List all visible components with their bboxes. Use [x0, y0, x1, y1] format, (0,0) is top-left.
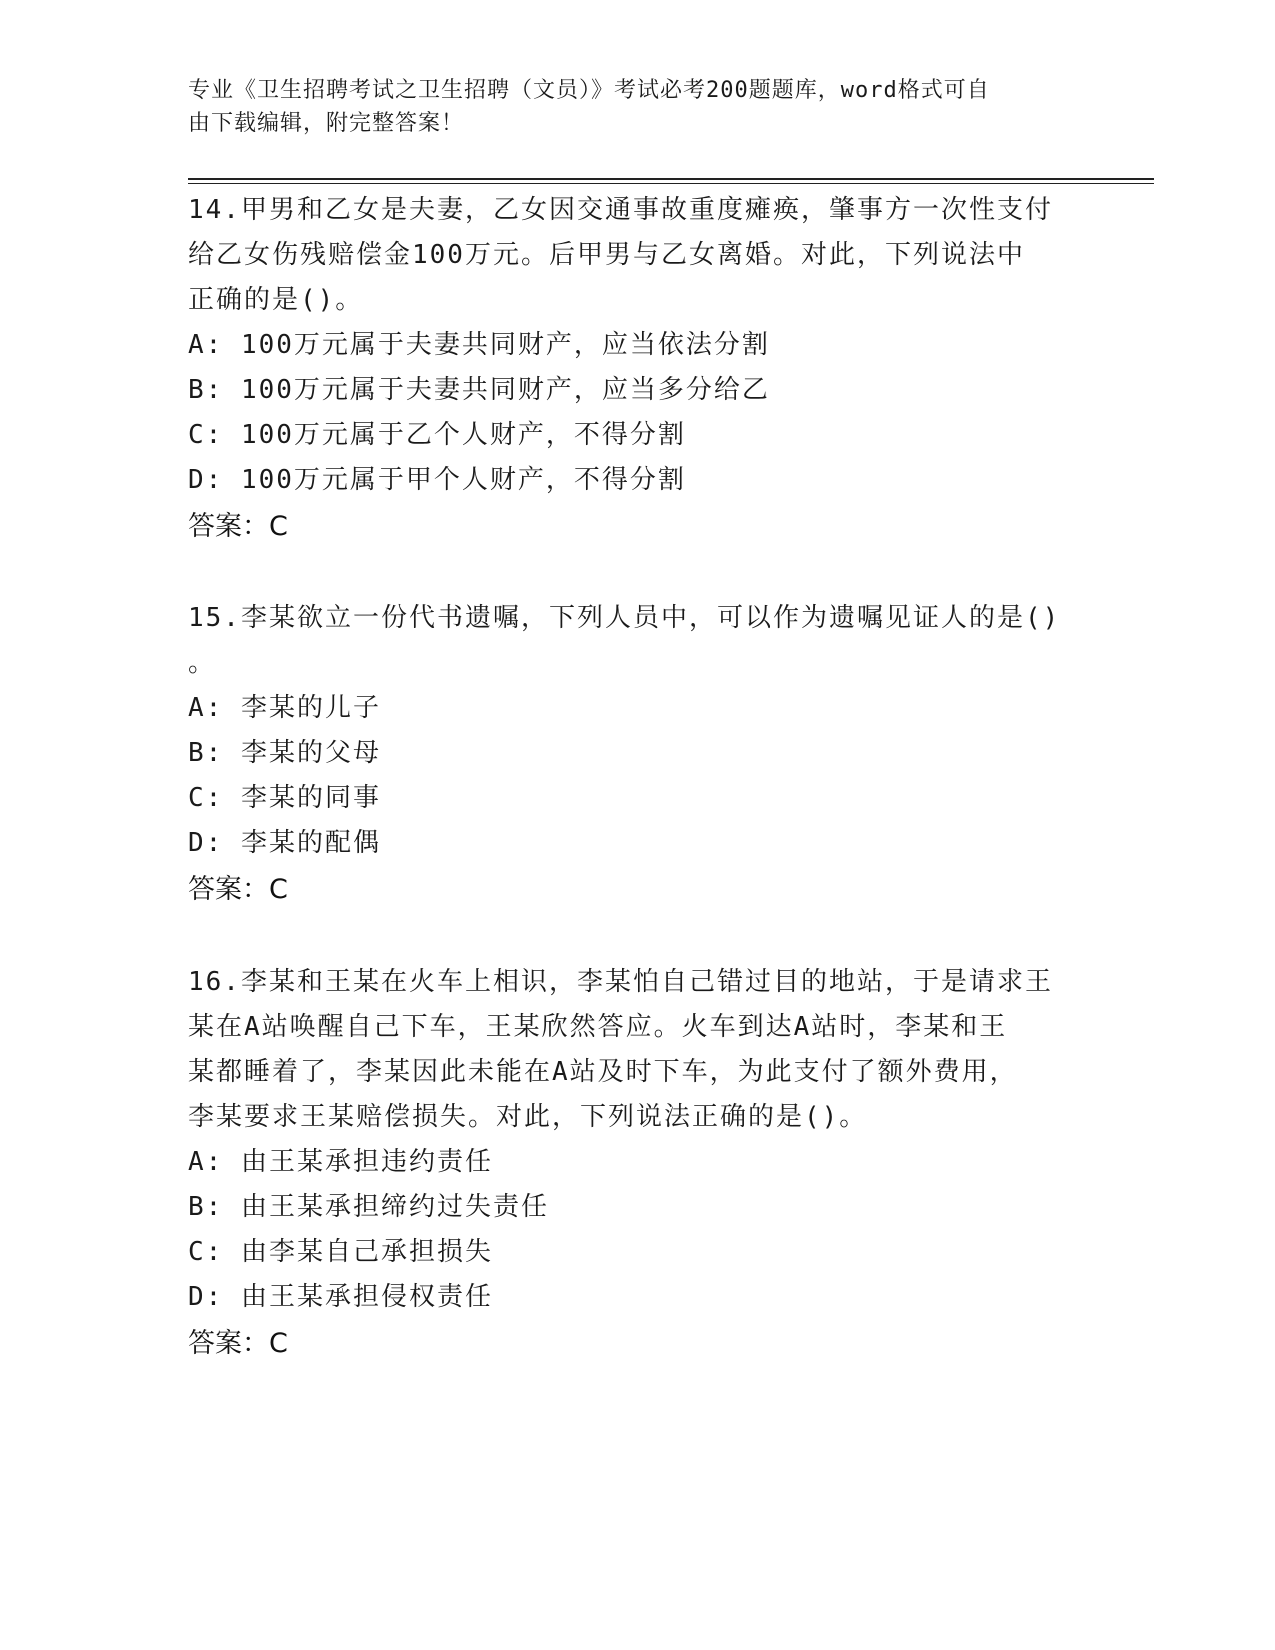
header-divider-thin: [188, 183, 1154, 184]
question-stem: [188, 188, 1068, 323]
question-16: [188, 960, 1068, 1366]
option-d: D: 由王某承担侵权责任: [188, 1282, 493, 1312]
option-c: C: 李某的同事: [188, 783, 381, 813]
option-b: B: 由王某承担缔约过失责任: [188, 1192, 549, 1222]
header-line-2: 由下载编辑，附完整答案！: [188, 111, 465, 136]
stem-line: 某在A站唤醒自己下车，王某欣然答应。火车到达A站时，李某和王: [188, 1012, 1008, 1042]
header-divider-thick: [188, 178, 1154, 180]
answer-label: 答案：C: [188, 511, 288, 542]
stem-line: 正确的是()。: [188, 285, 364, 315]
stem-line: 15.李某欲立一份代书遗嘱，下列人员中，可以作为遗嘱见证人的是(): [188, 603, 1061, 633]
option-b: B: 100万元属于夫妻共同财产，应当多分给乙: [188, 375, 770, 405]
stem-line: 某都睡着了，李某因此未能在A站及时下车，为此支付了额外费用，: [188, 1057, 1018, 1087]
header-line-1: 专业《卫生招聘考试之卫生招聘（文员）》考试必考200题题库，word格式可自: [188, 78, 990, 103]
answer-label: 答案：C: [188, 874, 288, 905]
answer-label: 答案：C: [188, 1328, 288, 1359]
question-stem: [188, 960, 1068, 1140]
question-15: [188, 596, 1068, 912]
stem-line: 给乙女伤残赔偿金100万元。后甲男与乙女离婚。对此，下列说法中: [188, 240, 1025, 270]
question-stem: [188, 596, 1068, 686]
stem-line: 李某要求王某赔偿损失。对此，下列说法正确的是()。: [188, 1102, 868, 1132]
option-a: A: 100万元属于夫妻共同财产，应当依法分割: [188, 330, 770, 360]
option-d: D: 李某的配偶: [188, 828, 381, 858]
stem-line: 16.李某和王某在火车上相识，李某怕自己错过目的地站，于是请求王: [188, 967, 1053, 997]
option-d: D: 100万元属于甲个人财产，不得分割: [188, 465, 686, 495]
option-b: B: 李某的父母: [188, 738, 381, 768]
stem-line: 14.甲男和乙女是夫妻，乙女因交通事故重度瘫痪，肇事方一次性支付: [188, 195, 1053, 225]
stem-line: 。: [188, 648, 217, 678]
question-14: [188, 188, 1068, 549]
option-c: C: 由李某自己承担损失: [188, 1237, 493, 1267]
option-a: A: 李某的儿子: [188, 693, 381, 723]
document-header: [188, 74, 1068, 140]
option-c: C: 100万元属于乙个人财产，不得分割: [188, 420, 686, 450]
option-a: A: 由王某承担违约责任: [188, 1147, 493, 1177]
